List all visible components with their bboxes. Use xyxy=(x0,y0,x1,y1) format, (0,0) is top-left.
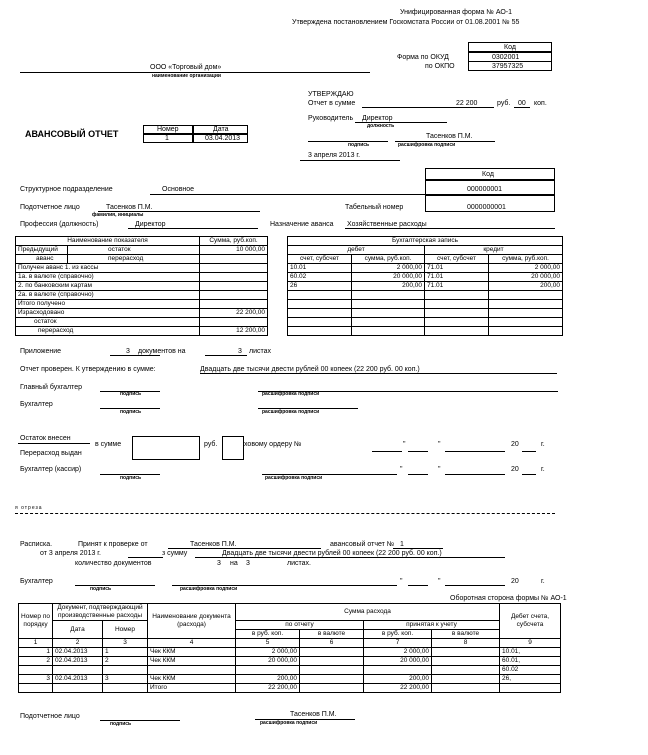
report-num-label: Номер xyxy=(157,126,179,133)
back-person-name: Тасенков П.М. xyxy=(290,711,337,718)
approve-kop: 00 xyxy=(518,100,526,107)
check-text: Отчет проверен. К утверждению в сумме: xyxy=(20,366,156,373)
person-code-label: Код xyxy=(482,171,494,178)
receipt-amount: Двадцать две тысячи двести рублей 00 копеек (22 200 руб. 00 коп.) xyxy=(222,550,442,557)
organization-name: ООО «Торговый дом» xyxy=(150,64,222,71)
receipt-num: 1 xyxy=(400,541,404,548)
receipt-docs-label: количество документов xyxy=(75,560,152,567)
pos-caption: должность xyxy=(367,123,395,129)
table-row: 1 02.04.2013 1 Чек ККМ 2 000,00 2 000,00 10.01, xyxy=(19,648,561,657)
rub-label: руб. xyxy=(497,100,511,107)
okud-label: Форма по ОКУД xyxy=(397,54,449,61)
head-name: Тасенков П.М. xyxy=(426,133,473,140)
check-amount: Двадцать две тысячи двести рублей 00 копеек (22 200 руб. 00 коп.) xyxy=(200,366,420,373)
dept-value: Основное xyxy=(162,186,195,193)
table-row: 60.02 20 000,00 71.01 20 000,00 xyxy=(288,273,563,282)
in-sum-label: в сумме xyxy=(95,441,122,448)
decode-caption: расшифровка подписи xyxy=(265,475,323,481)
approve-date: 3 апреля 2013 г. xyxy=(308,152,361,159)
decode-caption: расшифровка подписи xyxy=(180,586,238,592)
approval-note: Утверждена постановлением Госкомстата России от 01.08.2001 № 55 xyxy=(292,19,520,26)
receipt-report: авансовый отчет № xyxy=(330,541,395,548)
table-row: 10.01 2 000,00 71.01 2 000,00 xyxy=(288,264,563,273)
advance-table: Наименование показателя Сумма, руб.коп. Предыдущий остаток 10 000,00 аванс перерасход Получен аванс 1. из кассы 1а. в валюте (справочно) 2. по банковским картам 2а. в валюте (справочно) Итого получено Израсходовано 22 200,00 остаток перерасход 12 200,00 xyxy=(15,236,268,336)
sign-caption: подпись xyxy=(110,721,132,727)
remainder-in-label: Остаток внесен xyxy=(20,435,71,442)
sign-caption: подпись xyxy=(348,142,370,148)
accounting-table: Бухгалтерская запись дебет кредит счет, субсчет сумма, руб.коп. счет, субсчет сумма, руб.коп. 10.01 2 000,00 71.01 2 000,00 60.02 20 000,00 71.01 20 000,00 26 200,00 71.01 200,00 xyxy=(287,236,563,336)
order-label: ховому ордеру № xyxy=(244,441,302,448)
head-label: Руководитель xyxy=(308,115,354,122)
cashier-label: Бухгалтер (кассир) xyxy=(20,466,82,473)
receipt-docs: 3 xyxy=(217,560,221,567)
attach-docs: 3 xyxy=(126,348,130,355)
back-person-label: Подотчетное лицо xyxy=(20,713,80,720)
org-caption: наименование организации xyxy=(152,73,221,79)
sign-caption: подпись xyxy=(120,409,142,415)
fio-caption: фамилия, инициалы xyxy=(92,212,144,218)
approve-sum-label: Отчет в сумме xyxy=(308,100,356,107)
receipt-name: Тасенков П.М. xyxy=(190,541,237,548)
receipt-accountant: Бухгалтер xyxy=(20,578,53,585)
sheets-label: листах xyxy=(249,348,272,355)
receipt-sheets: 3 xyxy=(246,560,250,567)
back-title: Оборотная сторона формы № АО-1 xyxy=(450,595,567,602)
overspend-label: Перерасход выдан xyxy=(20,450,82,457)
code-label: Код xyxy=(504,44,516,51)
table-row: 26 200,00 71.01 200,00 xyxy=(288,282,563,291)
approve-title: УТВЕРЖДАЮ xyxy=(308,91,354,98)
tab-label: Табельный номер xyxy=(345,204,404,211)
attach-label: Приложение xyxy=(20,348,62,355)
dept-code: 000000001 xyxy=(467,186,503,193)
sign-caption: подпись xyxy=(120,475,142,481)
receipt-label: Расписка. xyxy=(20,541,53,548)
report-date: 03.04.2013 xyxy=(205,135,241,142)
profession-label: Профессия (должность) xyxy=(20,221,99,228)
rub-label: руб. xyxy=(204,441,218,448)
decode-caption: расшифровка подписи xyxy=(262,391,320,397)
form-name: Унифицированная форма № АО-1 xyxy=(400,9,513,16)
sign-caption: подпись xyxy=(90,586,112,592)
dept-label: Структурное подразделение xyxy=(20,186,113,193)
sign-caption: подпись xyxy=(120,391,142,397)
chief-accountant-label: Главный бухгалтер xyxy=(20,384,82,391)
decode-caption: расшифровка подписи xyxy=(260,720,318,726)
decode-caption: расшифровка подписи xyxy=(398,142,456,148)
receipt-date: от 3 апреля 2013 г. xyxy=(40,550,101,557)
expense-table: Номер по порядку Документ, подтверждающий производственные расходы Наименование документа (расхода) Сумма расхода Дебет счета, субсчета Дата Номер по отчету принятая к учету в руб. коп. в валюте в руб. коп. в валюте 1 2 3 4 5 6 7 8 9 1 02.04.2013 1 Чек ККМ 2 000,00 2 000,00 10.01, 2 02.04.2013 2 Чек ККМ 20 000,00 20 000,00 60.01, 60.02 3 02.04.2013 3 Чек ККМ 200,00 200,00 26, Итого 22 200,00 22 200,00 xyxy=(18,603,561,693)
purpose-value: Хозяйственные расходы xyxy=(347,221,427,228)
tab-number: 0000000001 xyxy=(467,204,506,211)
accountant-label: Бухгалтер xyxy=(20,401,53,408)
kop-label: коп. xyxy=(534,100,547,107)
table-row: 3 02.04.2013 3 Чек ККМ 200,00 200,00 26, xyxy=(19,675,561,684)
receipt-text: Принят к проверке от xyxy=(78,541,148,548)
okpo-label: по ОКПО xyxy=(425,63,455,70)
cut-line-label: я отреза xyxy=(15,505,43,511)
accountable-label: Подотчетное лицо xyxy=(20,204,80,211)
docs-label: документов на xyxy=(138,348,186,355)
profession-value: Директор xyxy=(135,221,166,228)
decode-caption: расшифровка подписи xyxy=(262,409,320,415)
attach-sheets: 3 xyxy=(238,348,242,355)
report-title: АВАНСОВЫЙ ОТЧЕТ xyxy=(25,129,119,139)
receipt-sum-label: з сумму xyxy=(162,550,188,557)
approve-sum-rub: 22 200 xyxy=(456,100,478,107)
okud-value: 0302001 xyxy=(492,54,520,61)
report-date-label: Дата xyxy=(213,126,229,133)
purpose-label: Назначение аванса xyxy=(270,221,334,228)
okpo-value: 37957325 xyxy=(492,63,524,70)
report-num: 1 xyxy=(165,135,169,142)
accountable-name: Тасенков П.М. xyxy=(106,204,153,211)
table-row: 2 02.04.2013 2 Чек ККМ 20 000,00 20 000,00 60.01, xyxy=(19,657,561,666)
head-position: Директор xyxy=(362,115,393,122)
